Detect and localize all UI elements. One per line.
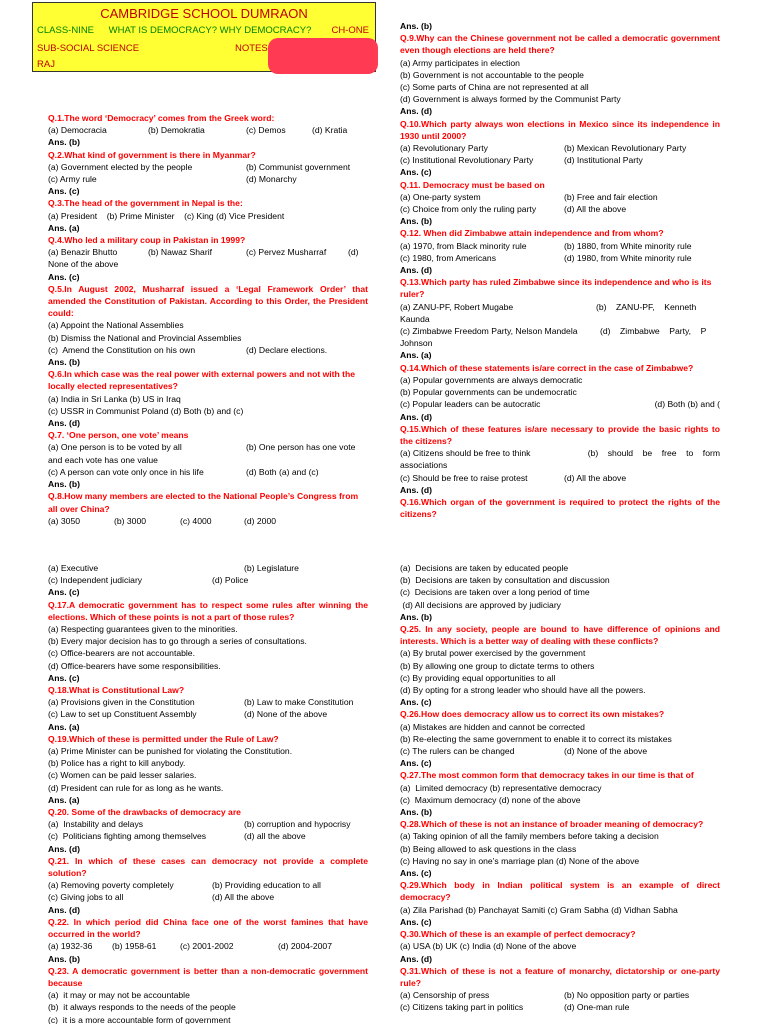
question-13: Q.13.Which party has ruled Zimbabwe since its independence and who is its ruler? (400, 277, 712, 300)
option: (b) Law to make Constitution (244, 697, 354, 708)
option: (c) Giving jobs to all (48, 892, 124, 903)
option: (a) One person is to be voted by all (48, 442, 182, 453)
option: (b) 1958-61 (112, 941, 157, 952)
option: (d) President can rule for as long as he wants. (48, 782, 224, 793)
option: and each vote has one value (48, 454, 158, 465)
option: (d) All decisions are approved by judiciary (400, 599, 561, 610)
option: (b) Demokratia (148, 125, 205, 136)
option: (c) Zimbabwe Freedom Party, Nelson Mandela (400, 326, 578, 337)
option: (d) Declare elections. (246, 344, 328, 355)
options-row (48, 246, 368, 258)
option: (c) Citizens taking part in politics (400, 1002, 524, 1013)
option: (a) India in Sri Lanka (b) US in Iraq (48, 393, 181, 404)
answer: Ans. (b) (400, 21, 432, 31)
options-row (48, 818, 368, 830)
answer: Ans. (c) (48, 587, 80, 598)
answer: Ans. (a) (48, 794, 80, 805)
options-row (400, 745, 720, 757)
option: (c) Law to set up Constituent Assembly (48, 709, 197, 720)
option: (a) Executive (48, 563, 99, 573)
options-row (48, 124, 368, 136)
answer: Ans. (a) (48, 721, 80, 732)
option: (b) Communist government (246, 161, 351, 172)
question-30: Q.30.Which of these is an example of perfect democracy? (400, 929, 636, 940)
options-row (48, 940, 368, 952)
options-row (48, 441, 368, 453)
question-14: Q.14.Which of these statements is/are correct in the case of Zimbabwe? (400, 362, 694, 373)
option: (d) By opting for a strong leader who should have all the powers. (400, 685, 646, 696)
option: (c) Choice from only the ruling party (400, 204, 537, 215)
option: (a) Censorship of press (400, 990, 490, 1001)
option: (b) One person has one vote (246, 442, 356, 453)
option: (c) Demos (246, 125, 286, 136)
option: (c) Institutional Revolutionary Party (400, 155, 534, 166)
option: (b) Being allowed to ask questions in the class (400, 843, 577, 854)
answer: Ans. (d) (400, 484, 432, 495)
answer: Ans. (b) (48, 357, 80, 368)
options-row (400, 325, 720, 337)
option: (b) Dismiss the National and Provincial Assemblies (48, 332, 242, 343)
options-row (400, 301, 720, 313)
question-5: Q.5.In August 2002, Musharraf issued a ‘Legal Framework Order’ that amended the Constitution of Pakistan. According to this Order, the President could: (48, 283, 368, 319)
option: (a) it may or may not be accountable (48, 990, 190, 1001)
answer: Ans. (d) (48, 418, 80, 429)
option: (b) 1880, from White minority rule (564, 240, 692, 251)
option: (b) Mexican Revolutionary Party (564, 143, 687, 154)
answer: Ans. (d) (48, 843, 80, 854)
option: (b) ZANU-PF, Kenneth (596, 301, 697, 312)
option: (a) Revolutionary Party (400, 143, 488, 154)
options-row (48, 466, 368, 478)
option: (a) Zila Parishad (b) Panchayat Samiti (c) Gram Sabha (d) Vidhan Sabha (400, 904, 678, 915)
question-22: Q.22. In which period did China face one of the worst famines that have occurred in the world? (48, 916, 368, 940)
options-row (400, 447, 720, 459)
option: (c) Women can be paid lesser salaries. (48, 770, 197, 781)
option: (d) Both (b) and ( (654, 399, 720, 410)
option: (b) corruption and hypocrisy (244, 819, 351, 830)
option: (a) Army participates in election (400, 57, 520, 68)
notes-label: NOTES (235, 43, 268, 54)
question-27: Q.27.The most common form that democracy takes in our time is that of (400, 770, 694, 781)
option: (d) Government is always formed by the Communist Party (400, 94, 621, 105)
option: (c) 1980, from Americans (400, 252, 496, 263)
answer: Ans. (c) (48, 672, 80, 683)
option: (a) One-party system (400, 191, 481, 202)
question-28: Q.28.Which of these is not an instance of broader meaning of democracy? (400, 819, 704, 830)
question-19: Q.19.Which of these is permitted under the Rule of Law? (48, 733, 279, 744)
option: (b) Nawaz Sharif (148, 247, 212, 258)
option: (d) None of the above (564, 746, 648, 757)
answer: Ans. (b) (48, 137, 80, 148)
option: (c) Independent judiciary (48, 575, 143, 586)
option: (b) Government is not accountable to the people (400, 69, 584, 80)
option: (d) None of the above (244, 709, 328, 720)
answer: Ans. (b) (400, 807, 432, 818)
options-row (400, 398, 720, 410)
options-row (400, 472, 720, 484)
options-row (400, 989, 720, 1001)
question-1: Q.1.The word ‘Democracy’ comes from the Greek word: (48, 113, 275, 123)
option: (b) should be free to form (587, 448, 720, 459)
option: (d) (348, 247, 359, 258)
page2-right-column (400, 562, 720, 1024)
question-12: Q.12. When did Zimbabwe attain independence and from whom? (400, 228, 664, 239)
options-row (48, 562, 368, 574)
chapter-title: WHAT IS DEMOCRACY? WHY DEMOCRACY? (108, 25, 312, 36)
option: (b) Decisions are taken by consultation and discussion (400, 575, 610, 586)
option: (b) By allowing one group to dictate terms to others (400, 660, 595, 671)
option: (a) Removing poverty completely (48, 880, 174, 891)
options-row (400, 142, 720, 154)
header-row-class (37, 25, 371, 37)
answer: Ans. (a) (400, 350, 432, 361)
option: (c) The rulers can be changed (400, 746, 515, 757)
options-row (400, 203, 720, 215)
option: (a) By brutal power exercised by the government (400, 648, 586, 659)
question-25: Q.25. In any society, people are bound to have difference of opinions and interests. Which is a better way of dealing with these conflicts? (400, 624, 720, 647)
option: (c) Some parts of China are not represented at all (400, 82, 589, 93)
option: (a) Democracia (48, 125, 107, 136)
answer: Ans. (d) (400, 953, 432, 964)
option: (c) 4000 (180, 515, 212, 526)
option: (d) Monarchy (246, 174, 297, 185)
question-2: Q.2.What kind of government is there in Myanmar? (48, 149, 256, 160)
option: (a) Decisions are taken by educated people (400, 563, 569, 573)
option: (b) No opposition party or parties (564, 990, 690, 1001)
question-23: Q.23. A democratic government is better than a non-democratic government because (48, 965, 368, 988)
option: (b) Popular governments can be undemocratic (400, 387, 577, 398)
question-29: Q.29.Which body in Indian political system is an example of direct democracy? (400, 880, 720, 903)
option: (d) Institutional Party (564, 155, 643, 166)
answer: Ans. (d) (48, 904, 80, 915)
option: (a) Appoint the National Assemblies (48, 320, 184, 331)
option: None of the above (48, 259, 119, 270)
option: (a) 1970, from Black minority rule (400, 240, 527, 251)
option: (b) Every major decision has to go through a series of consultations. (48, 636, 307, 647)
question-4: Q.4.Who led a military coup in Pakistan in 1999? (48, 235, 246, 246)
question-31: Q.31.Which of these is not a feature of monarchy, dictatorship or one-party rule? (400, 965, 720, 988)
option: (b) Re-electing the same government to enable it to correct its mistakes (400, 733, 672, 744)
question-3: Q.3.The head of the government in Nepal is the: (48, 198, 243, 209)
option: (d) All the above (564, 204, 627, 215)
option: (a) Respecting guarantees given to the minorities. (48, 624, 238, 635)
option: (d) Police (212, 575, 249, 586)
option: (a) 3050 (48, 515, 81, 526)
question-8: Q.8.How many members are elected to the National People’s Congress from all over China? (48, 491, 359, 514)
answer: Ans. (b) (48, 479, 80, 490)
option: associations (400, 460, 448, 471)
option: (b) Legislature (244, 563, 299, 573)
answer: Ans. (c) (400, 868, 432, 879)
question-18: Q.18.What is Constitutional Law? (48, 685, 185, 696)
question-21: Q.21. In which of these cases can democracy not provide a complete solution? (48, 855, 368, 879)
page2-left-column (48, 562, 368, 1024)
answer: Ans. (b) (400, 216, 432, 227)
answer: Ans. (b) (48, 953, 80, 964)
answer: Ans. (c) (400, 167, 432, 178)
option: (d) all the above (244, 831, 306, 842)
options-row (48, 161, 368, 173)
option: (c) Should be free to raise protest (400, 472, 528, 483)
chapter-number: CH-ONE (331, 25, 369, 36)
option: (d) All the above (564, 472, 627, 483)
option: Kaunda (400, 313, 430, 324)
answer: Ans. (c) (400, 758, 432, 769)
option: (b) 3000 (114, 515, 147, 526)
options-row (48, 708, 368, 720)
option: (c) Office-bearers are not accountable. (48, 648, 195, 659)
option: (d) 1980, from White minority rule (564, 252, 692, 263)
class-label: CLASS-NINE (37, 25, 95, 36)
question-10: Q.10.Which party always won elections in Mexico since its independence in 1930 until 2000? (400, 118, 720, 141)
option: (c) 2001-2002 (180, 941, 234, 952)
option: (c) USSR in Communist Poland (d) Both (b) and (c) (48, 405, 244, 416)
option: (a) Benazir Bhutto (48, 247, 118, 258)
option: (a) Instability and delays (48, 819, 144, 830)
option: (c) Pervez Musharraf (246, 247, 327, 258)
option: (a) Prime Minister can be punished for violating the Constitution. (48, 746, 293, 757)
option: (a) 1932-36 (48, 941, 93, 952)
option: (c) Maximum democracy (d) none of the above (400, 794, 581, 805)
option: (a) USA (b) UK (c) India (d) None of the above (400, 941, 577, 952)
options-row (48, 891, 368, 903)
options-row (400, 1001, 720, 1013)
answer: Ans. (c) (48, 186, 80, 197)
author-cut-text: RAJ (37, 59, 55, 67)
answer: Ans. (b) (400, 611, 432, 622)
answer: Ans. (d) (400, 106, 432, 117)
question-11: Q.11. Democracy must be based on (400, 179, 545, 190)
option: (a) Taking opinion of all the family members before taking a decision (400, 831, 659, 842)
option: (d) Kratia (312, 125, 348, 136)
option: (c) Amend the Constitution on his own (48, 344, 196, 355)
options-row (400, 191, 720, 203)
question-16: Q.16.Which organ of the government is required to protect the rights of the citizens? (400, 496, 720, 520)
option: (c) it is a more accountable form of government (48, 1014, 231, 1024)
option: (d) All the above (212, 892, 275, 903)
options-row: (a) President (b) Prime Minister (c) King (d) Vice President (48, 210, 285, 221)
school-name: CAMBRIDGE SCHOOL DUMRAON (100, 6, 308, 21)
question-17: Q.17.A democratic government has to respect some rules after winning the elections. Which of these points is not a part of those rules? (48, 599, 368, 622)
answer: Ans. (c) (48, 271, 80, 282)
option: (a) Citizens should be free to think (400, 448, 531, 459)
option: (a) Mistakes are hidden and cannot be corrected (400, 721, 585, 732)
page1-right-column (400, 20, 720, 532)
question-6: Q.6.In which case was the real power with external powers and not with the locally elected representatives? (48, 369, 356, 392)
option: (a) Provisions given in the Constitution (48, 697, 195, 708)
option: (b) it always responds to the needs of the people (48, 1002, 236, 1013)
options-row (48, 515, 368, 527)
options-row (400, 240, 720, 252)
option: (c) Popular leaders can be autocratic (400, 399, 541, 410)
answer: Ans. (c) (400, 916, 432, 927)
options-row (48, 173, 368, 185)
options-row (48, 879, 368, 891)
option: (a) Limited democracy (b) representative democracy (400, 782, 602, 793)
option: (d) Office-bearers have some responsibilities. (48, 660, 221, 671)
answer: Ans. (d) (400, 265, 432, 276)
options-row (400, 252, 720, 264)
option: (d) One-man rule (564, 1002, 630, 1013)
option: (d) Zimbabwe Party, P (600, 326, 707, 337)
question-7: Q.7. ‘One person, one vote’ means (48, 430, 189, 441)
option: Johnson (400, 338, 433, 349)
option: (a) Popular governments are always democratic (400, 374, 583, 385)
option: (b) Free and fair election (564, 191, 658, 202)
options-row (48, 696, 368, 708)
option: (c) Army rule (48, 174, 97, 185)
options-row (48, 574, 368, 586)
option: (c) A person can vote only once in his life (48, 466, 204, 477)
question-26: Q.26.How does democracy allow us to correct its own mistakes? (400, 709, 665, 720)
page1-left-column (48, 112, 368, 532)
options-row (48, 830, 368, 842)
option: (b) Providing education to all (212, 880, 321, 891)
option: (d) 2000 (244, 515, 277, 526)
option: (b) Police has a right to kill anybody. (48, 758, 186, 769)
answer: Ans. (a) (48, 222, 80, 233)
subject-label: SUB-SOCIAL SCIENCE (37, 43, 140, 54)
option: (c) By providing equal opportunities to all (400, 672, 556, 683)
options-row (48, 344, 368, 356)
answer: Ans. (c) (400, 697, 432, 708)
option: (c) Decisions are taken over a long period of time (400, 587, 590, 598)
question-20: Q.20. Some of the drawbacks of democracy are (48, 807, 241, 818)
option: (a) Government elected by the people (48, 161, 193, 172)
redaction-mark (268, 38, 378, 74)
option: (c) Having no say in one’s marriage plan (d) None of the above (400, 855, 640, 866)
options-row (400, 154, 720, 166)
option: (d) 2004-2007 (278, 941, 332, 952)
question-9: Q.9.Why can the Chinese government not be called a democratic government even though elections are held there? (400, 33, 720, 56)
answer: Ans. (d) (400, 411, 432, 422)
question-15: Q.15.Which of these features is/are necessary to provide the basic rights to the citizens? (400, 423, 720, 446)
option: (a) ZANU-PF, Robert Mugabe (400, 301, 514, 312)
option: (c) Politicians fighting among themselves (48, 831, 207, 842)
option: (d) Both (a) and (c) (246, 466, 319, 477)
